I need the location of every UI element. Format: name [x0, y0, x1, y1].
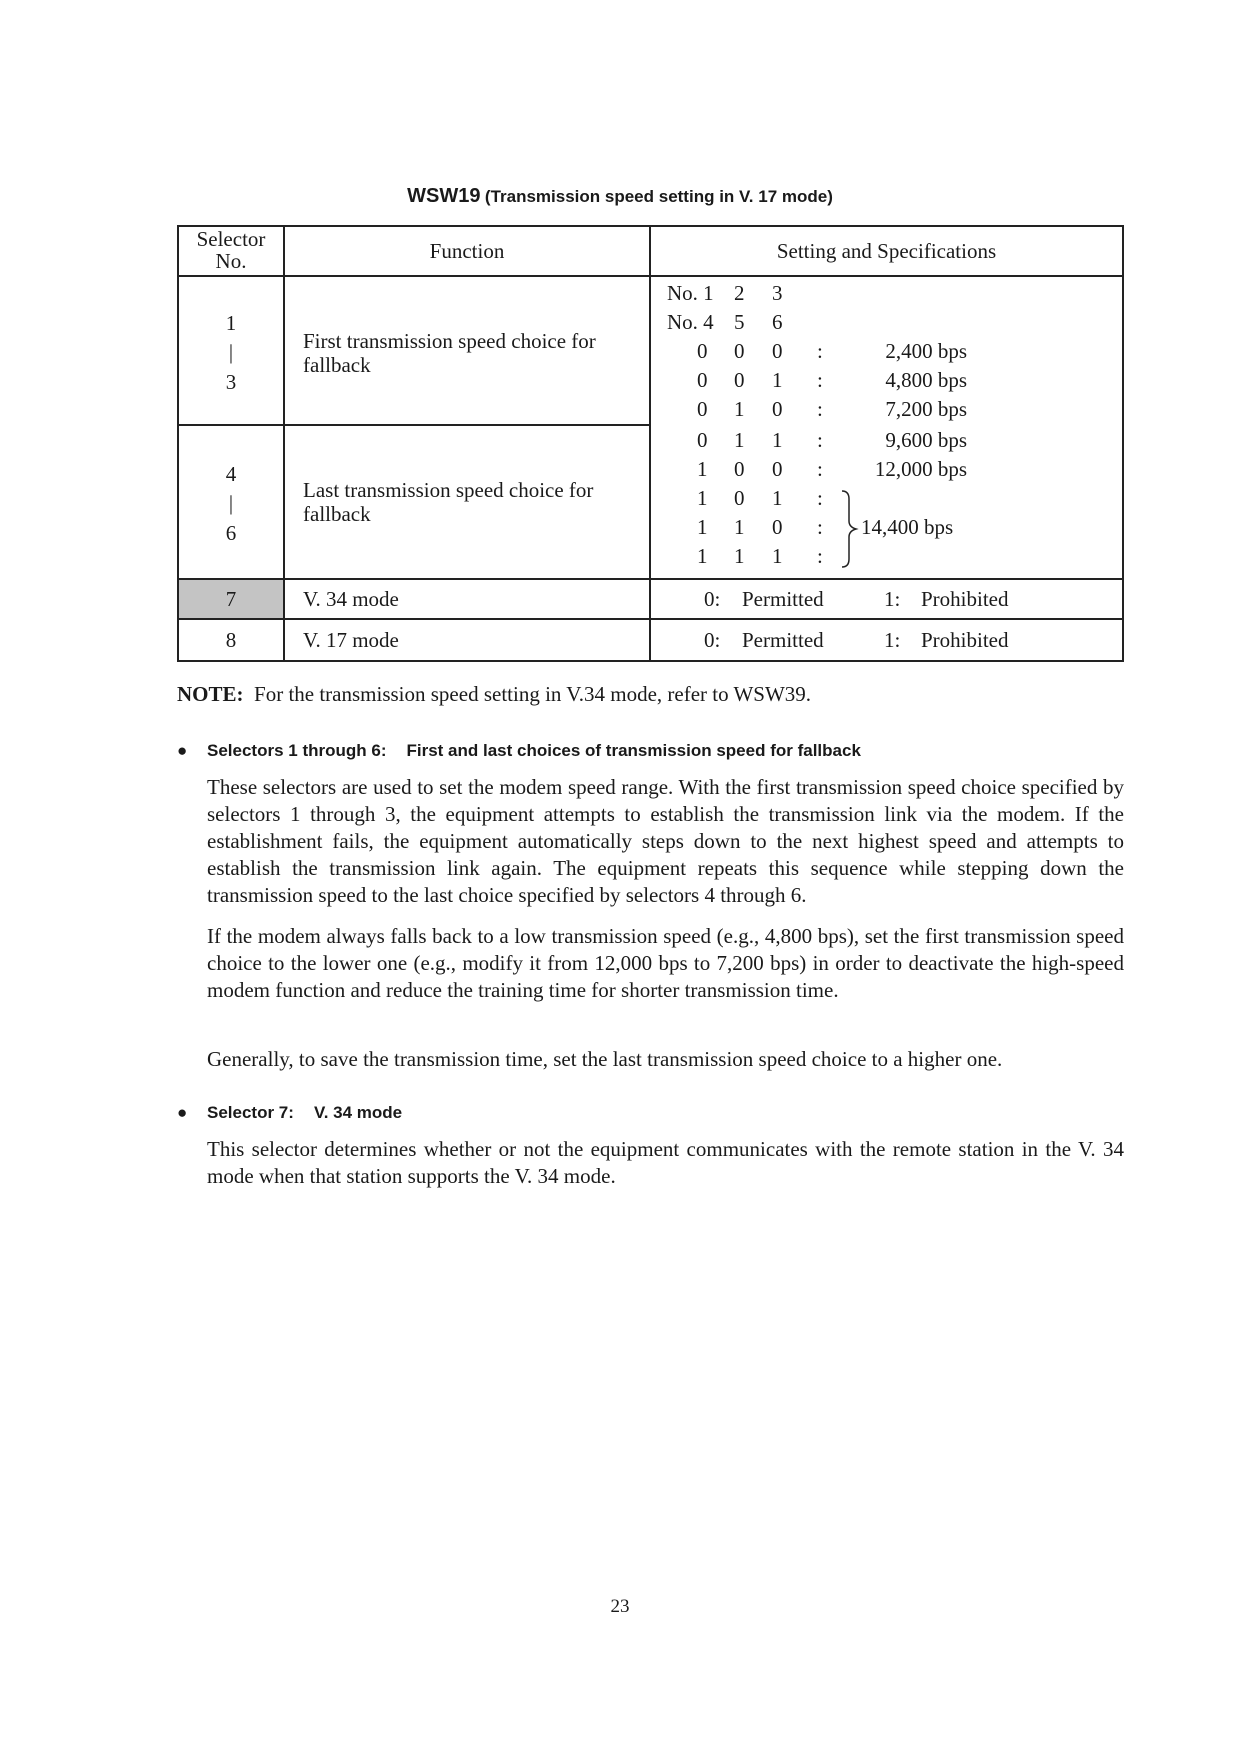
selector-7: 7 [225, 587, 237, 611]
settings-table [177, 225, 1124, 662]
grid-row: 1 0 0 : 12,000 bps [697, 457, 967, 481]
function-v17: V. 17 mode [303, 628, 399, 652]
grid-row: 0 1 0 : 7,200 bps [697, 397, 967, 421]
note-label: NOTE: [177, 682, 244, 706]
brace-speed: 14,400 bps [861, 515, 954, 539]
grid-row: 1 1 0 : 14,400 bps [667, 513, 1087, 542]
paragraph: If the modem always falls back to a low transmission speed (e.g., 4,800 bps), set the first transmission speed choice to the lower one (e.g., modify it from 12,000 bps to 7,200 bps) in order to deactivate the high-speed modem function and reduce the training time for shorter transmission time. [207, 924, 1124, 1002]
page-number: 23 [610, 1596, 630, 1617]
selector-4: 4 [225, 462, 237, 486]
header-setting: Setting and Specifications [776, 239, 997, 263]
function-first-speed: First transmission speed choice for fallback [303, 329, 596, 377]
setting-0-label: 0: [704, 587, 721, 611]
selector-8: 8 [225, 628, 237, 652]
grid-row: 0 0 1 : 4,800 bps [697, 368, 967, 392]
brace-icon [839, 489, 859, 569]
setting-permitted: Permitted [742, 587, 824, 611]
speed-grid [667, 279, 1107, 577]
section-title: V. 34 mode [313, 1103, 403, 1122]
setting-prohibited: Prohibited [921, 587, 1009, 611]
bullet-icon: ● [177, 1103, 188, 1122]
function-v34: V. 34 mode [303, 587, 399, 611]
grid-header-2: No. 4 5 6 [667, 310, 783, 334]
title-code: WSW19 [407, 185, 481, 207]
grid-row: 1 0 1 : [697, 486, 823, 510]
selector-6: 6 [225, 521, 237, 545]
page-title [0, 185, 1240, 208]
section-label: Selectors 1 through 6: [207, 741, 387, 760]
grid-row: 0 0 0 : 2,400 bps [697, 339, 967, 363]
paragraph: This selector determines whether or not the equipment communicates with the remote station in the V. 34 mode when that station supports the V. 34 mode. [207, 1137, 1124, 1188]
grid-header-1: No. 1 2 3 [667, 281, 783, 305]
bullet-icon: ● [177, 741, 188, 760]
header-selector: Selector No. [196, 227, 266, 273]
paragraph: Generally, to save the transmission time, set the last transmission speed choice to a higher one. [207, 1047, 1003, 1071]
selector-1: 1 [225, 311, 237, 335]
header-function: Function [429, 239, 505, 263]
selector-range-bar: | [228, 491, 234, 515]
grid-row: 1 1 1 : [697, 544, 823, 568]
note [177, 682, 811, 707]
setting-1-label: 1: [884, 587, 901, 611]
paragraph: These selectors are used to set the modem speed range. With the first transmission speed choice specified by selectors 1 through 3, the equipment attempts to establish the transmission link via the modem. If the establishment fails, the equipment automatically steps down to the next highest speed and attempts to establish the transmission link again. The equipment repeats this sequence while stepping down the transmission speed to the last choice specified by selectors 4 through 6. [207, 775, 1124, 907]
section-title: First and last choices of transmission speed for fallback [406, 741, 861, 760]
note-text: For the transmission speed setting in V.34 mode, refer to WSW39. [254, 682, 812, 706]
selector-range-bar: | [228, 340, 234, 364]
setting-0-label: 0: [704, 628, 721, 652]
section-label: Selector 7: [207, 1103, 294, 1122]
title-subtitle: (Transmission speed setting in V. 17 mode) [484, 187, 833, 206]
setting-prohibited: Prohibited [921, 628, 1009, 652]
setting-1-label: 1: [884, 628, 901, 652]
function-last-speed: Last transmission speed choice for fallback [303, 478, 594, 526]
selector-3: 3 [225, 370, 237, 394]
setting-permitted: Permitted [742, 628, 824, 652]
grid-row: 0 1 1 : 9,600 bps [697, 428, 967, 452]
